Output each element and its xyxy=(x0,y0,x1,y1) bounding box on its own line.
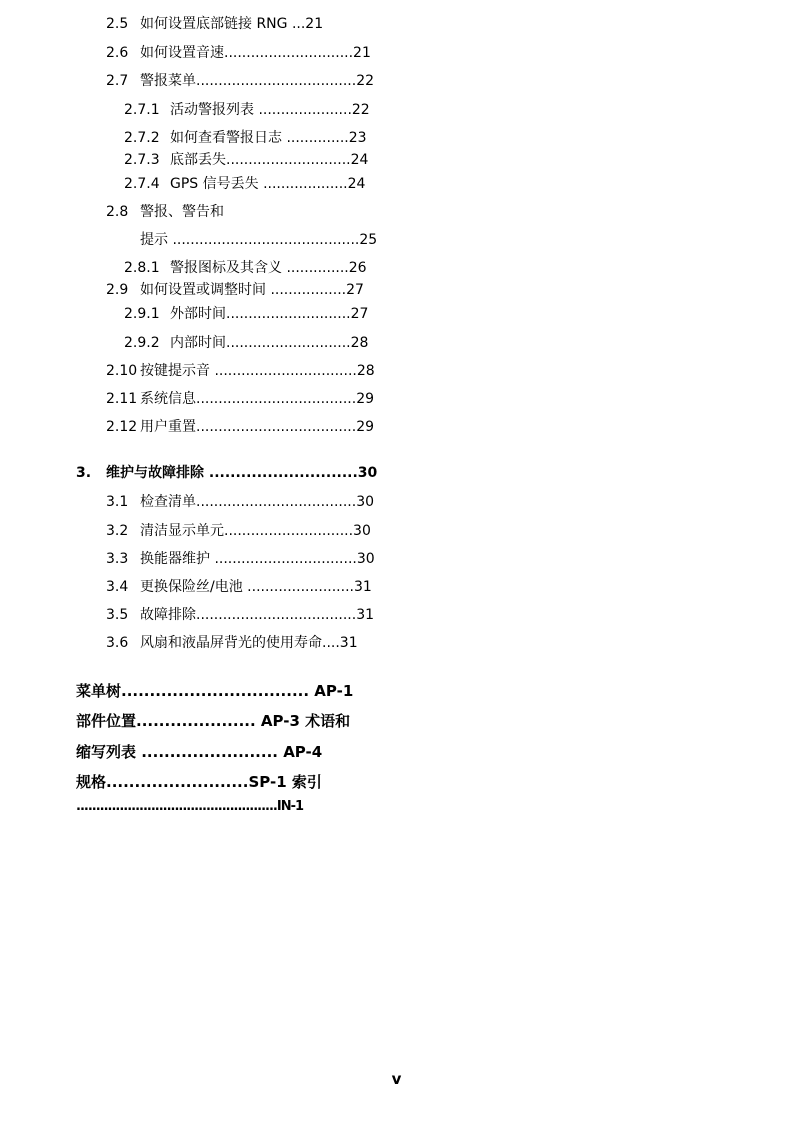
toc-title: 用户重置....................................29 xyxy=(140,419,375,435)
toc-number: 2.7.1 xyxy=(124,102,160,118)
toc-appendix-index xyxy=(76,798,303,816)
toc-entry-3-5 xyxy=(106,606,374,624)
toc-number: 2.9.1 xyxy=(124,306,160,322)
toc-title: 检查清单....................................30 xyxy=(140,494,375,510)
toc-title: 内部时间............................28 xyxy=(170,335,369,351)
toc-entry-2-9-1 xyxy=(124,305,368,323)
toc-entry-2-7-4 xyxy=(124,175,365,193)
toc-entry-2-10 xyxy=(106,362,375,380)
toc-appendix-abbrev xyxy=(76,743,322,761)
toc-number: 2.6 xyxy=(106,45,129,61)
toc-title: 故障排除....................................31 xyxy=(140,607,375,623)
toc-title: 换能器维护 ................................30 xyxy=(140,551,375,567)
toc-title: 系统信息....................................29 xyxy=(140,391,375,407)
toc-entry-2-7-2 xyxy=(124,129,367,147)
toc-entry-3-3 xyxy=(106,550,375,568)
toc-entry-2-11 xyxy=(106,390,374,408)
toc-number: 3. xyxy=(76,465,92,481)
toc-number: 2.5 xyxy=(106,16,129,32)
toc-entry-3-6 xyxy=(106,634,358,652)
toc-appendix-parts xyxy=(76,712,350,730)
toc-number: 2.7 xyxy=(106,73,129,89)
toc-entry-2-6 xyxy=(106,44,371,62)
toc-title: 底部丢失............................24 xyxy=(170,152,369,168)
toc-number: 2.10 xyxy=(106,363,138,379)
toc-title: 如何设置音速.............................21 xyxy=(140,45,371,61)
toc-entry-3-4 xyxy=(106,578,372,596)
toc-entry-2-5 xyxy=(106,15,323,33)
toc-number: 3.5 xyxy=(106,607,129,623)
toc-appendix-specs xyxy=(76,773,322,791)
toc-title: 如何设置或调整时间 .................27 xyxy=(140,282,364,298)
toc-number: 3.1 xyxy=(106,494,129,510)
toc-number: 2.7.2 xyxy=(124,130,160,146)
toc-title: 活动警报列表 .....................22 xyxy=(170,102,370,118)
toc-number: 3.2 xyxy=(106,523,129,539)
toc-entry-2-9-2 xyxy=(124,334,368,352)
toc-title: 警报菜单....................................22 xyxy=(140,73,375,89)
toc-title: 警报图标及其含义 ..............26 xyxy=(170,260,367,276)
toc-number: 2.9.2 xyxy=(124,335,160,351)
toc-entry-2-12 xyxy=(106,418,374,436)
toc-title: 提示 ..........................................25 xyxy=(140,232,378,248)
toc-title: GPS 信号丢失 ...................24 xyxy=(170,176,366,192)
toc-entry-2-7-1 xyxy=(124,101,370,119)
toc-entry-2-7-3 xyxy=(124,151,368,169)
toc-entry-2-8 xyxy=(106,203,224,221)
toc-title: ...................................................IN-1 xyxy=(76,799,304,814)
toc-title: 外部时间............................27 xyxy=(170,306,369,322)
toc-number: 3.6 xyxy=(106,635,129,651)
toc-chapter-3 xyxy=(76,464,377,482)
page-number: v xyxy=(391,1070,402,1088)
toc-entry-2-8-1 xyxy=(124,259,367,277)
toc-entry-2-7 xyxy=(106,72,374,90)
toc-title: 更换保险丝/电池 ........................31 xyxy=(140,579,372,595)
toc-title: 维护与故障排除 ............................30 xyxy=(106,465,378,481)
toc-entry-2-8-cont xyxy=(140,231,377,249)
toc-number: 2.7.4 xyxy=(124,176,160,192)
toc-number: 2.8 xyxy=(106,204,129,220)
toc-title: 警报、警告和 xyxy=(140,204,224,220)
toc-title: 缩写列表 ........................ AP-4 xyxy=(76,743,323,761)
toc-appendix-menu-tree xyxy=(76,682,353,700)
toc-number: 2.11 xyxy=(106,391,138,407)
toc-number: 2.12 xyxy=(106,419,138,435)
toc-entry-2-9 xyxy=(106,281,364,299)
toc-title: 如何查看警报日志 ..............23 xyxy=(170,130,367,146)
toc-title: 部件位置..................... AP-3 术语和 xyxy=(76,712,351,730)
toc-title: 如何设置底部链接 RNG ...21 xyxy=(140,16,324,32)
toc-number: 3.4 xyxy=(106,579,129,595)
toc-number: 2.8.1 xyxy=(124,260,160,276)
toc-entry-3-2 xyxy=(106,522,371,540)
toc-title: 菜单树................................. AP-1 xyxy=(76,682,354,700)
toc-title: 风扇和液晶屏背光的使用寿命....31 xyxy=(140,635,358,651)
toc-number: 3.3 xyxy=(106,551,129,567)
toc-title: 规格.........................SP-1 索引 xyxy=(76,773,322,791)
toc-number: 2.7.3 xyxy=(124,152,160,168)
toc-title: 清洁显示单元.............................30 xyxy=(140,523,371,539)
toc-number: 2.9 xyxy=(106,282,129,298)
toc-entry-3-1 xyxy=(106,493,374,511)
toc-title: 按键提示音 ................................28 xyxy=(140,363,375,379)
